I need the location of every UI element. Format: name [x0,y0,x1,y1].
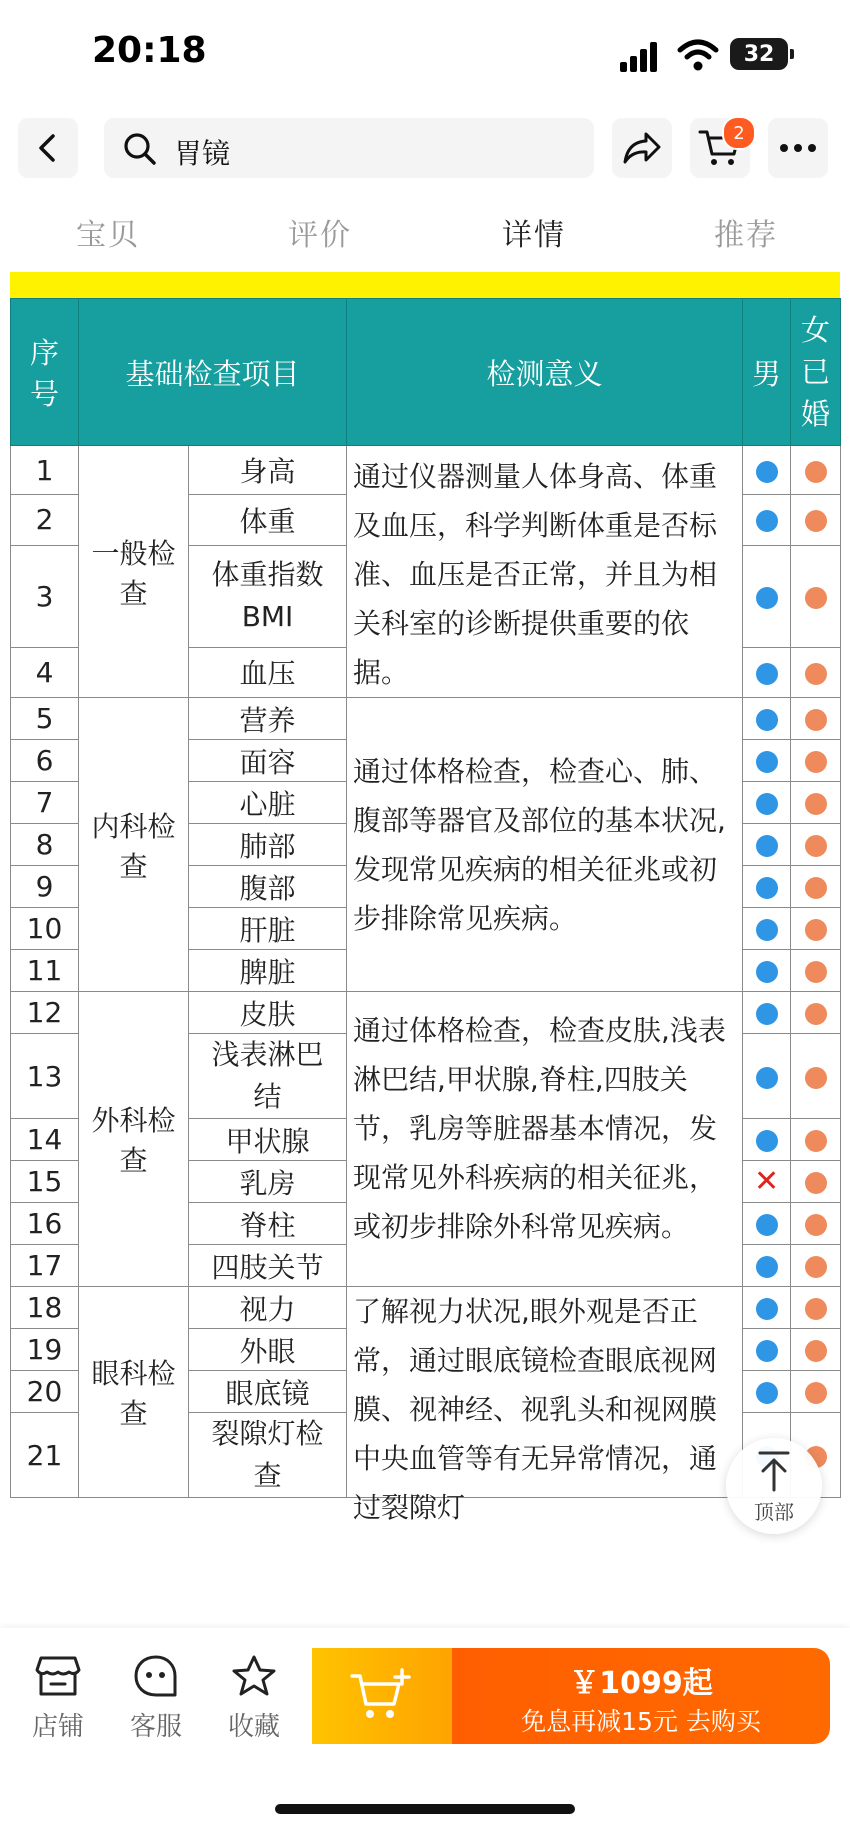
favorite-label: 收藏 [227,1712,280,1742]
female-dot [805,793,827,815]
female-dot [805,1003,827,1025]
male-dot [756,510,778,532]
male-dot [756,663,778,685]
desc-eye-text: 了解视力状况,眼外观是否正常，通过眼底镜检查眼底视网膜、视神经、视乳头和视网膜中央血管等有无异常情况，通过裂隙灯 [353,1295,718,1524]
nav-header [0,118,850,182]
cart-badge: 2 [722,116,756,150]
table-row: 10 肝脏 [11,908,841,950]
table-row: 19 外眼 [11,1329,841,1371]
male-dot [756,835,778,857]
female-dot [805,961,827,983]
home-indicator [275,1804,575,1814]
tab-baobei[interactable]: 宝贝 [76,218,140,253]
tab-xiangqing[interactable]: 详情 [502,218,566,253]
male-dot [756,1340,778,1362]
chevron-left-icon [33,133,63,163]
male-dot [756,1067,778,1089]
female-dot [805,835,827,857]
male-dot [756,1382,778,1404]
header-female-married: 女 已 婚 [791,299,841,446]
table-row: 16 脊柱 [11,1203,841,1245]
male-dot [756,793,778,815]
search-query: 胃镜 [174,137,231,170]
wifi-icon [678,38,718,72]
table-row: 11 脾脏 [11,950,841,992]
table-row: 6 面容 [11,740,841,782]
group-surgical: 外科检 查 [79,992,189,1287]
search-icon [122,131,158,167]
customer-service-button[interactable] [116,1654,196,1743]
table-row: 9 腹部 [11,866,841,908]
female-dot [805,919,827,941]
bottom-action-bar [0,1628,850,1839]
female-dot [805,751,827,773]
male-dot [756,961,778,983]
more-button[interactable] [768,118,828,178]
battery-icon: 32 [730,38,788,70]
male-dot [756,709,778,731]
male-dot [756,587,778,609]
table-row: 12 外科检 查 皮肤 通过体格检查，检查皮肤,浅表淋巴结,甲状腺,脊柱,四肢关节，乳房等脏器基本情况，发现常见外科疾病的相关征兆，或初步排除外科常见疾病。 [11,992,841,1034]
female-dot [805,1298,827,1320]
male-dot [756,751,778,773]
group-eye: 眼科检 查 [79,1287,189,1498]
table-row: 20 眼底镜 [11,1371,841,1413]
header-item: 基础检查项目 [79,299,347,446]
desc-surgical: 通过体格检查，检查皮肤,浅表淋巴结,甲状腺,脊柱,四肢关节，乳房等脏器基本情况，发现常见外科疾病的相关征兆，或初步排除外科常见疾病。 [347,992,743,1287]
female-dot [805,510,827,532]
male-dot [756,919,778,941]
shop-icon [35,1654,81,1698]
arrow-up-icon [756,1450,792,1492]
female-dot [805,1382,827,1404]
table-row: 1 一般检 查 身高 通过仪器测量人体身高、体重及血压，科学判断体重是否标准、血压是否正常，并且为相关科室的诊断提供重要的依据。 [11,446,841,495]
not-applicable-mark: ✕ [753,1164,780,1199]
table-header-row [11,299,841,446]
favorite-button[interactable] [214,1654,294,1743]
female-dot [805,663,827,685]
header-no: 序 号 [11,299,79,446]
add-to-cart-button[interactable] [312,1648,452,1744]
female-dot [805,1340,827,1362]
table-row: 8 肺部 [11,824,841,866]
star-icon [231,1654,277,1698]
header-meaning: 检测意义 [347,299,743,446]
back-to-top-label: 顶部 [754,1500,794,1524]
male-dot [756,1256,778,1278]
table-row: 2 体重 [11,495,841,545]
female-dot [805,1256,827,1278]
male-dot [756,1298,778,1320]
buy-button[interactable] [312,1648,830,1744]
table-row: 13 浅表淋巴 结 [11,1034,841,1119]
service-icon [133,1654,179,1698]
tab-pingjia[interactable]: 评价 [288,218,352,253]
table-row: 3 体重指数 BMI [11,545,841,647]
share-button[interactable] [612,118,672,178]
table-row: 4 血压 [11,647,841,697]
group-internal: 内科检 查 [79,698,189,992]
tab-tuijian[interactable]: 推荐 [714,218,778,253]
detail-tabs [0,210,850,260]
female-dot [805,461,827,483]
detail-content[interactable] [0,272,850,1628]
male-dot [756,1214,778,1236]
male-dot [756,877,778,899]
female-dot [805,1067,827,1089]
shop-label: 店铺 [31,1712,84,1742]
cart-plus-icon [350,1668,414,1724]
desc-general: 通过仪器测量人体身高、体重及血压，科学判断体重是否标准、血压是否正常，并且为相关科室的诊断提供重要的依据。 [347,446,743,698]
status-time: 20:18 [92,30,207,71]
table-row: 17 四肢关节 [11,1245,841,1287]
table-row: 14 甲状腺 [11,1119,841,1161]
back-button[interactable] [18,118,78,178]
female-dot [805,587,827,609]
status-bar [0,0,850,110]
shop-button[interactable] [18,1654,98,1743]
buy-price: ￥1099起 [569,1666,713,1701]
male-dot [756,1003,778,1025]
female-dot [805,1172,827,1194]
search-bar[interactable] [104,118,594,178]
male-dot [756,461,778,483]
back-to-top-button[interactable] [726,1438,822,1534]
service-label: 客服 [129,1712,182,1742]
table-row: 7 心脏 [11,782,841,824]
yellow-strip [10,272,840,298]
female-dot [805,1214,827,1236]
group-general: 一般检 查 [79,446,189,698]
share-icon [622,130,662,166]
table-row: 15 乳房 ✕ [11,1161,841,1203]
signal-icon [620,42,662,72]
table-row: 5 内科检 查 营养 通过体格检查，检查心、肺、腹部等器官及部位的基本状况,发现常见疾病的相关征兆或初步排除常见疾病。 [11,698,841,740]
table-row: 18 眼科检 查 视力 了解视力状况,眼外观是否正常，通过眼底镜检查眼底视网膜、视神经、视乳头和视网膜中央血管等有无异常情况，通过裂隙灯 [11,1287,841,1329]
buy-promo: 免息再减15元 去购买 [521,1707,761,1736]
male-dot [756,1130,778,1152]
table-row: 21 裂隙灯检 查 [11,1413,841,1498]
more-icon [778,143,818,153]
female-dot [805,877,827,899]
desc-internal: 通过体格检查，检查心、肺、腹部等器官及部位的基本状况,发现常见疾病的相关征兆或初步排除常见疾病。 [347,698,743,992]
female-dot [805,709,827,731]
female-dot [805,1130,827,1152]
header-male: 男 [743,299,791,446]
